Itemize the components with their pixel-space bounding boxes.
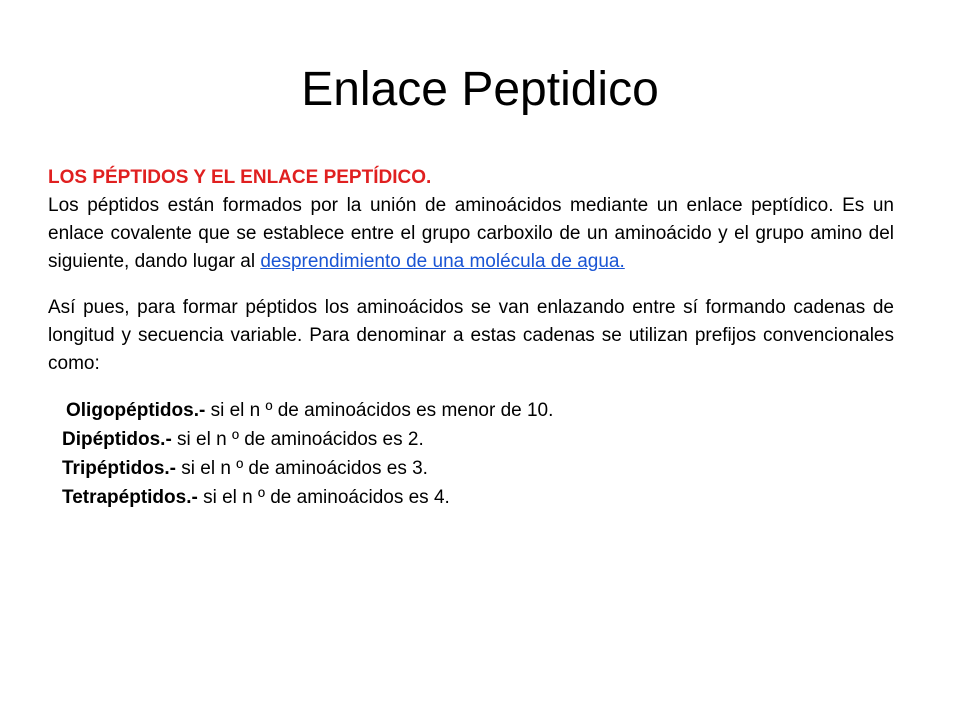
- prefix-list: [48, 396, 894, 512]
- list-item-description: si el n º de aminoácidos es 4.: [197, 487, 450, 508]
- paragraph-text: Los péptidos están formados por la unión de aminoácidos mediante un enlace peptídico. Es un enlace covalente que se establece entre el grupo carboxilo de un aminoácido y el grupo amino del siguiente, dando lugar al: [48, 195, 894, 272]
- list-item: [48, 483, 894, 512]
- slide-body: [48, 164, 894, 512]
- list-item-term: Tripéptidos.-: [62, 458, 176, 479]
- paragraph-peptide-definition: [48, 192, 894, 276]
- section-heading: LOS PÉPTIDOS Y EL ENLACE PEPTÍDICO.: [48, 167, 432, 188]
- list-item-description: si el n º de aminoácidos es 3.: [176, 458, 428, 479]
- list-item-term: Tetrapéptidos.-: [62, 487, 198, 508]
- list-item: [48, 396, 894, 425]
- list-item-description: si el n º de aminoácidos es 2.: [171, 429, 424, 450]
- water-molecule-link[interactable]: desprendimiento de una molécula de agua.: [260, 251, 625, 272]
- list-item: [48, 454, 894, 483]
- paragraph-prefixes: Así pues, para formar péptidos los aminoácidos se van enlazando entre sí formando cadenas de longitud y secuencia variable. Para denominar a estas cadenas se utilizan prefijos convencionales como:: [48, 297, 894, 374]
- list-item-term: Dipéptidos.-: [62, 429, 172, 450]
- slide-title: Enlace Peptidico: [301, 63, 659, 116]
- list-item: [48, 425, 894, 454]
- spacer: [48, 276, 894, 294]
- spacer: [48, 378, 894, 396]
- list-item-term: Oligopéptidos.-: [66, 400, 206, 421]
- list-item-description: si el n º de aminoácidos es menor de 10.: [205, 400, 554, 421]
